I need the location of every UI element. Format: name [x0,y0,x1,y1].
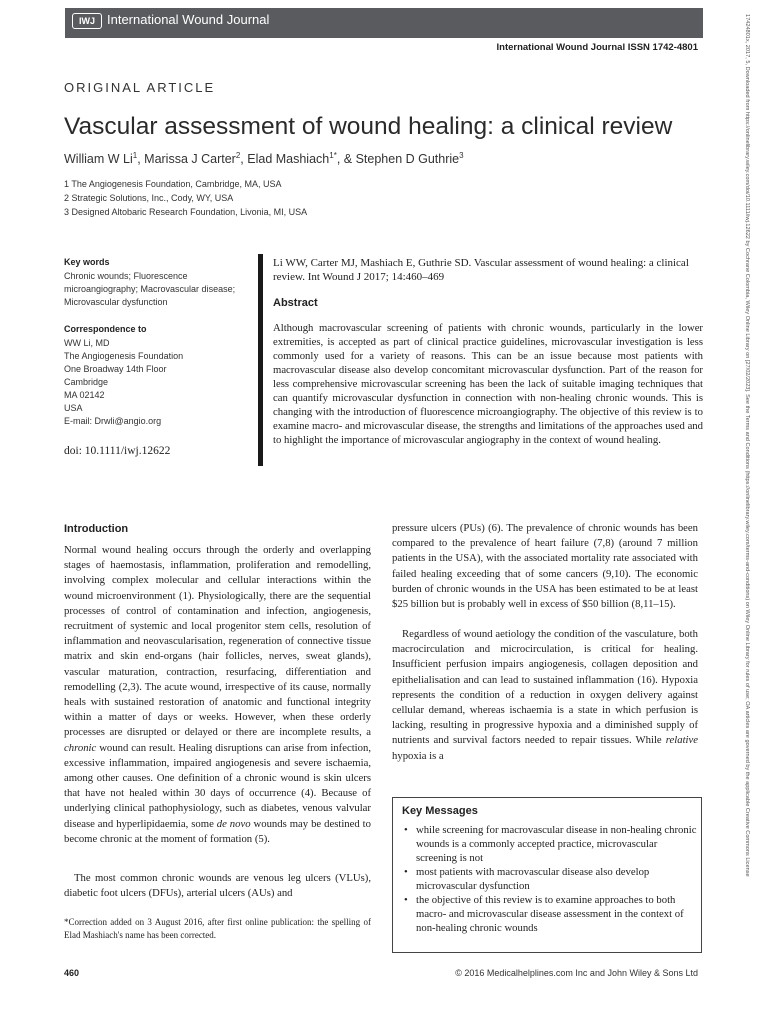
affiliation: 2 Strategic Solutions, Inc., Cody, WY, USA [64,193,234,203]
correspondence-line: Cambridge [64,377,109,387]
author-affiliation-mark: 1* [329,151,337,160]
keywords-line: Chronic wounds; Fluorescence [64,271,188,281]
list-item: • while screening for macrovascular disease in non-healing chronic wounds is a commonly accepted practice, microvascular screening is not [404,824,697,864]
list-item: • the objective of this review is to examine approaches to both macro- and microvascular disease assessment in the context of non-healing chronic wounds [404,894,684,934]
journal-logo: IWJ [72,13,102,29]
correspondence-line: The Angiogenesis Foundation [64,351,184,361]
journal-header-bar [65,8,703,38]
author-name: Marissa J Carter [144,152,236,167]
key-messages-list [402,823,697,935]
affiliation: 1 The Angiogenesis Foundation, Cambridge, MA, USA [64,179,282,189]
abstract-heading: Abstract [273,297,318,309]
abstract-text: Although macrovascular screening of patients with chronic wounds, particularly in the lower extremities, is accepted as part of clinical practice guidelines, microvascular investigation is less commonly used for a variety of reasons. This can be an issue because most patients with macrovascular disease also develop concomitant microvascular dysfunction. Part of the reason for less comprehensive microvascular screening has been the lack of suitable imaging techniques that can quantify microvascular dysfunction in connection with non-healing chronic wounds. This is changing with the introduction of fluorescence microangiography. The objective of this review is to examine macro- and microvascular disease, the strengths and limitations of the approaches used and to highlight the importance of microvascular angiography in the context of wound healing. [273,322,703,446]
abstract-divider-bar [258,254,263,466]
key-messages-box [392,797,702,953]
emphasis: de novo [216,817,251,830]
key-messages-heading: Key Messages [402,805,478,817]
download-note: 17424801x, 2017, 5, Downloaded from https://onlinelibrary.wiley.com/doi/10.1111/iwj.12622 by Cochrane Colombia, Wiley Online Library on [27/02/2023]. See the Terms and Conditions (https://onlinelibrary.wiley.com/terms-and-conditions) on Wiley Online Library for rules of use; OA articles are governed by the applicable Creative Commons License [744,14,750,877]
author-affiliation-mark: 2 [235,151,241,160]
journal-issn: International Wound Journal ISSN 1742-4801 [496,42,698,53]
author-separator: , [240,152,248,167]
citation: Li WW, Carter MJ, Mashiach E, Guthrie SD. Vascular assessment of wound healing: a clinical review. Int Wound J 2017; 14:460–469 [273,257,689,283]
keywords-heading: Key words [64,257,110,267]
introduction-heading: Introduction [64,523,129,535]
keywords-line: microangiography; Macrovascular disease; [64,284,236,294]
emphasis: chronic [64,741,97,754]
author-name: William W Li [64,152,133,167]
article-type: ORIGINAL ARTICLE [64,80,216,95]
introduction-paragraph: The most common chronic wounds are venous leg ulcers (VLUs), diabetic foot ulcers (DFUs), arterial ulcers (AUs) and [64,872,371,900]
correspondence-email[interactable]: E-mail: Drwli@angio.org [64,416,162,426]
body-paragraph: pressure ulcers (PUs) (6). The prevalence of chronic wounds has been compared to the prevalence of heart failure (7,8) (around 7 million patients in the USA), with the associated mortality rate associated with failed healing exceeding that of some cancers (9,10). The economic burden of chronic wounds in the USA has been estimated to be at least $25 billion but is probably well in excess of $50 billion (8,11–15). [392,522,698,611]
bullet: • [404,894,408,906]
correspondence-heading: Correspondence to [64,324,147,334]
author-list [64,151,464,166]
correspondence-line: One Broadway 14th Floor [64,364,167,374]
author-separator: , [137,152,145,167]
bullet: • [404,866,408,878]
affiliation: 3 Designed Altobaric Research Foundation, Livonia, MI, USA [64,207,308,217]
bullet: • [404,824,408,836]
correspondence-line: WW Li, MD [64,338,110,348]
article-title: Vascular assessment of wound healing: a clinical review [64,113,673,140]
doi-link[interactable]: doi: 10.1111/iwj.12622 [64,445,171,457]
keywords-line: Microvascular dysfunction [64,297,168,307]
introduction-paragraph: Normal wound healing occurs through the orderly and overlapping stages of haemostasis, inflammation, proliferation and remodelling, involving complex molecular and cellular interactions within the wound microenvironment (1). Physiologically, there are the sequential processes of control of contamination and infection, angiogenesis, recruitment of systemic and local progenitor stem cells, resolution of inflammation and neovascularisation, regeneration of connective tissue matrix and skin end-organs (hair follicles, nerves, sweat glands), vascular maturation, contraction, resurfacing, differentiation and remodelling (2,3). The acute wound, irrespective of its cause, normally heals with sustained restoration of anatomic and functional integrity within a matter of days or weeks. However, when these orderly processes are disrupted or delayed or there are incomplete results, a chronic wound can result. Healing disruptions can arise from infection, excessive inflammation, impaired angiogenesis and severe ischaemia, among other causes. One definition of a chronic wound is skin ulcers that have not healed within 30 days of occurrence (4). Because of underlying clinical pathophysiology, such as diabetes, venous valvular disease and hyperlipidaemia, some de novo wounds may be destined to become chronic at the moment of formation (5). [64,544,371,845]
author-name: Elad Mashiach [247,152,330,167]
body-paragraph: Regardless of wound aetiology the condition of the vasculature, both macrocirculation and microcirculation, is critical for healing. Insufficient perfusion impairs angiogenesis, collagen deposition and epithelialisation and can lead to sustained inflammation (16). Hypoxia represents the condition of a reduction in oxygen delivery against cellular demand, whereas ischaemia is a state in which perfusion is lacking, resulting in progressive hypoxia and a diminished supply of nutrients and survival factors needed to repair tissues. While relative hypoxia is a [392,628,698,762]
author-affiliation-mark: 3 [459,151,464,160]
journal-name: International Wound Journal [107,12,270,27]
page-number: 460 [64,968,80,978]
list-item: • most patients with macrovascular disease also develop microvascular dysfunction [404,866,650,892]
correction-note: *Correction added on 3 August 2016, after first online publication: the spelling of Elad Mashiach's name has been corrected. [64,917,371,940]
correspondence-line: USA [64,403,83,413]
emphasis: relative [665,734,698,747]
author-separator: , & [336,152,356,167]
correspondence-line: MA 02142 [64,390,105,400]
article-metadata [64,256,254,428]
copyright-notice: © 2016 Medicalhelplines.com Inc and John Wiley & Sons Ltd [455,968,698,978]
author-affiliation-mark: 1 [132,151,138,160]
author-name: Stephen D Guthrie [355,152,460,167]
